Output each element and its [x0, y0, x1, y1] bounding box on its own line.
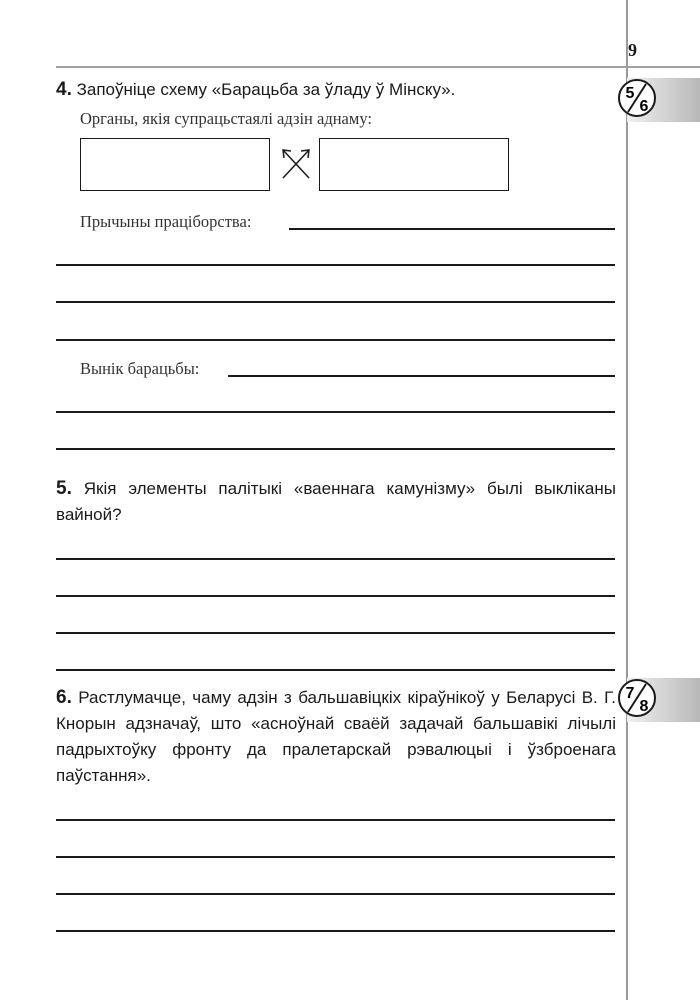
- question-5-text: Якія элементы палітыкі «ваеннага камунізму» былі выкліканы вайной?: [56, 479, 616, 524]
- answer-line[interactable]: [56, 930, 615, 932]
- answer-line[interactable]: [56, 595, 615, 597]
- question-6-text: Растлумачце, чаму адзін з бальшавіцкіх кіраўнікоў у Беларусі В. Г. Кнорын адзначаў, што «асноўнай сваёй задачай бальшавікі лічылі падрыхтоўку фронту да пралетарскай рэвалюцыі і ўзброенага паўстання».: [56, 688, 616, 785]
- question-4-number: 4.: [56, 79, 72, 100]
- answer-line[interactable]: [289, 228, 615, 230]
- badge-top-lower: 6: [639, 98, 649, 115]
- answer-line[interactable]: [56, 856, 615, 858]
- badge-bottom-upper: 7: [625, 685, 635, 702]
- page-number: 9: [628, 40, 637, 60]
- answer-line[interactable]: [56, 301, 615, 303]
- answer-line[interactable]: [56, 558, 615, 560]
- answer-line[interactable]: [56, 819, 615, 821]
- header-rule: [56, 66, 700, 68]
- answer-line[interactable]: [228, 375, 615, 377]
- badge-top-upper: 5: [625, 85, 635, 102]
- answer-line[interactable]: [56, 632, 615, 634]
- question-4-heading: [56, 77, 616, 103]
- organ-box-left[interactable]: [80, 138, 270, 191]
- result-label: Вынік барацьбы:: [80, 359, 200, 378]
- question-5-number: 5.: [56, 478, 72, 499]
- question-4-text: Запоўніце схему «Барацьба за ўладу ў Мінску».: [76, 80, 456, 99]
- reasons-label: Прычыны праціборства:: [80, 212, 252, 231]
- answer-line[interactable]: [56, 339, 615, 341]
- lesson-badge-top: [617, 78, 657, 118]
- question-6-number: 6.: [56, 687, 72, 708]
- lesson-badge-bottom: [617, 678, 657, 718]
- question-5-heading: [56, 476, 616, 528]
- badge-bottom-lower: 8: [639, 698, 649, 715]
- question-6-heading: [56, 685, 616, 789]
- answer-line[interactable]: [56, 893, 615, 895]
- organs-label: Органы, якія супрацьстаялі адзін аднаму:: [80, 109, 372, 128]
- crossed-arrows-icon: [279, 146, 313, 182]
- organ-box-right[interactable]: [319, 138, 509, 191]
- answer-line[interactable]: [56, 264, 615, 266]
- margin-rule: [626, 0, 628, 1000]
- answer-line[interactable]: [56, 669, 615, 671]
- answer-line[interactable]: [56, 411, 615, 413]
- answer-line[interactable]: [56, 448, 615, 450]
